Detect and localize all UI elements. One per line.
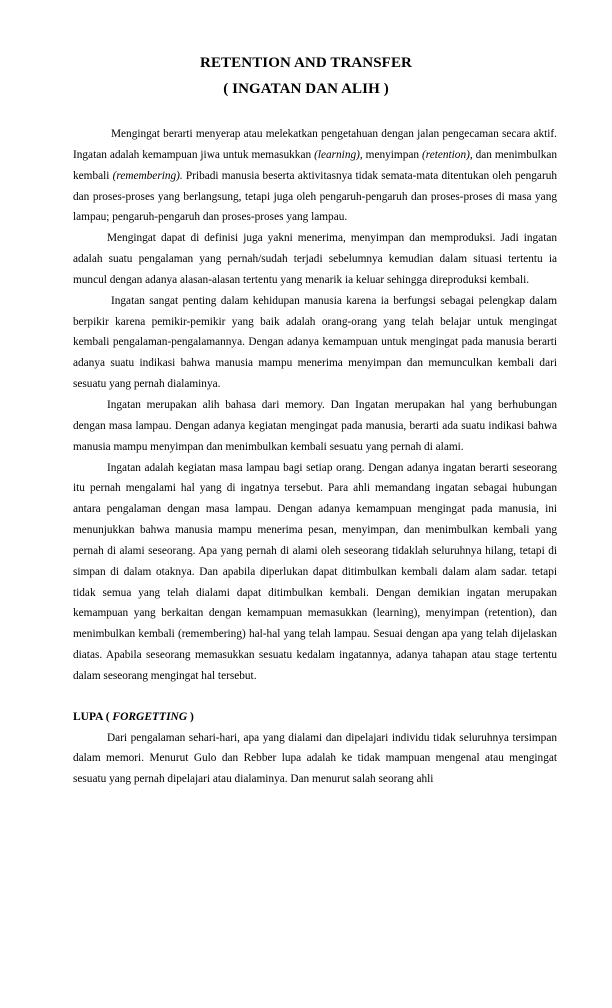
paragraph-1-text-d: Pribadi manusia beserta aktivitasnya tidak semata-mata ditentukan oleh pengaruh dan proses-proses yang berlangsung, tetapi juga oleh pengaruh-pengaruh dan proses-proses di masa yang lampau; pengaruh-pengaruh dan proses-proses yang lampau. [73,169,558,224]
paragraph-1-text-b: , menyimpan [359,148,422,161]
document-subtitle: ( INGATAN DAN ALIH ) [223,81,389,97]
section-heading-post: ) [187,710,194,723]
section-heading [73,707,557,728]
paragraph-3: Ingatan sangat penting dalam kehidupan manusia karena ia berfungsi sebagai pelengkap dalam berpikir karena pemikir-pemikir yang baik adalah orang-orang yang telah belajar untuk mengingat kembali pengalaman-pengalamannya. Dengan adanya kemampuan untuk mengingat pada manusia berarti adanya suatu indikasi bahwa manusia mampu menerima menyimpan dan memunculkan kembali dari sesuatu yang pernah dialaminya. [73,294,557,391]
section-heading-em: FORGETTING [112,710,188,723]
paragraph-2: Mengingat dapat di definisi juga yakni menerima, menyimpan dan memproduksi. Jadi ingatan adalah suatu pengalaman yang pernah/sudah terjadi sebelumnya kemudian dalam situasi tertentu ia muncul dengan adanya alasan-alasan tertentu yang menarik ia keluar sehingga direproduksi kembali. [73,232,557,286]
term-retention: (retention) [421,148,470,161]
section-paragraph: Dari pengalaman sehari-hari, apa yang dialami dan dipelajari individu tidak seluruhnya tersimpan dalam memori. Menurut Gulo dan Rebber lupa adalah ke tidak mampuan mengenal atau mengingat sesuatu yang pernah dipelajari atau dialaminya. Dan menurut salah seorang ahli [73,731,557,786]
document-title: RETENTION AND TRANSFER [200,55,412,71]
paragraph-1 [73,124,557,228]
term-remembering: (remembering). [112,169,183,182]
section-heading-pre: LUPA ( [73,710,113,723]
paragraph-4: Ingatan merupakan alih bahasa dari memory. Dan Ingatan merupakan hal yang berhubungan dengan masa lampau. Dengan adanya kegiatan mengingat pada manusia, berarti ada suatu indikasi bahwa manusia mampu menyimpan dan menimbulkan kembali sesuatu yang pernah di alami. [73,398,557,453]
term-learning: (learning) [314,148,360,161]
paragraph-5: Ingatan adalah kegiatan masa lampau bagi setiap orang. Dengan adanya ingatan berarti seseorang itu pernah mengalami hal yang di ingatnya tersebut. Para ahli memandang ingatan sebagai hubungan antara pengalaman dengan masa lampau. Dengan adanya kemampuan mengingat pada manusia, ini menunjukkan bahwa manusia mampu menerima pesan, menyimpan, dan menimbulkan kembali yang pernah di alami seseorang. Apa yang pernah di alami oleh seseorang tidaklah seluruhnya hilang, tetapi di simpan di dalam otaknya. Dan apabila diperlukan dapat ditimbulkan kembali dalam alam sadar. tetapi tidak semua yang telah dialami dapat ditimbulkan kembali. Dengan demikian ingatan merupakan kemampuan yang berkaitan dengan kemampuan memasukkan (learning), menyimpan (retention), dan menimbulkan kembali (remembering) hal-hal yang telah lampau. Sesuai dengan apa yang telah dijelaskan diatas. Apabila seseorang memasukkan sesuatu kedalam ingatannya, adanya tahapan atau stage tertentu dalam seseorang mengingat hal tersebut. [73,461,557,682]
paragraph-1-text-a: Mengingat berarti menyerap atau melekatkan pengetahuan dengan jalan pengecaman secara aktif. Ingatan adalah kemampuan jiwa untuk memasukkan [73,128,557,161]
document-body [73,124,557,790]
paragraph-1-text-c: , dan menimbulkan kembali [73,148,558,182]
